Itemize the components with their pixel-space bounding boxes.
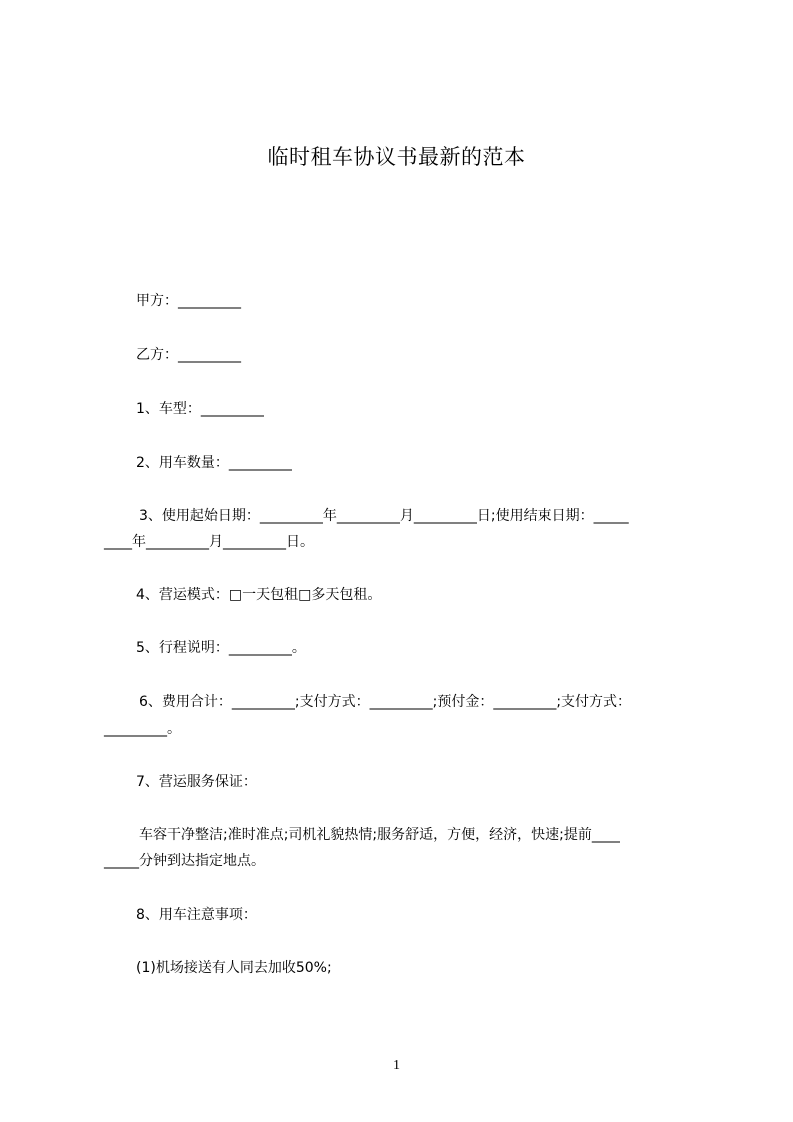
- service-guarantee-heading: 7、营运服务保证：: [136, 774, 257, 790]
- party-a-line: 甲方：_________: [136, 293, 241, 309]
- document-title: 临时租车协议书最新的范本: [267, 145, 526, 169]
- page-number: 1: [393, 1058, 400, 1073]
- service-guarantee-line: 车容干净整洁;准时准点;司机礼貌热情;服务舒适，方便，经济，快速;提前____: [139, 827, 620, 843]
- operation-mode-line: 4、营运模式：□一天包租□多天包租。: [136, 587, 382, 603]
- fee-line-continued: _________。: [104, 721, 181, 737]
- service-guarantee-line-continued: _____分钟到达指定地点。: [104, 853, 265, 869]
- vehicle-type-line: 1、车型：_________: [136, 401, 264, 417]
- fee-line: 6、费用合计：_________;支付方式：_________;预付金：_________;支付方式：: [139, 694, 632, 710]
- itinerary-line: 5、行程说明：_________。: [136, 640, 306, 656]
- party-b-line: 乙方：_________: [136, 347, 241, 363]
- usage-notes-heading: 8、用车注意事项：: [136, 907, 257, 923]
- usage-date-line-continued: ____年_________月_________日。: [104, 534, 314, 550]
- usage-date-line: 3、使用起始日期：_________年_________月_________日;使用结束日期：_____: [139, 508, 629, 524]
- vehicle-quantity-line: 2、用车数量：_________: [136, 455, 292, 471]
- usage-note-1: (1)机场接送有人同去加收50%;: [136, 960, 332, 976]
